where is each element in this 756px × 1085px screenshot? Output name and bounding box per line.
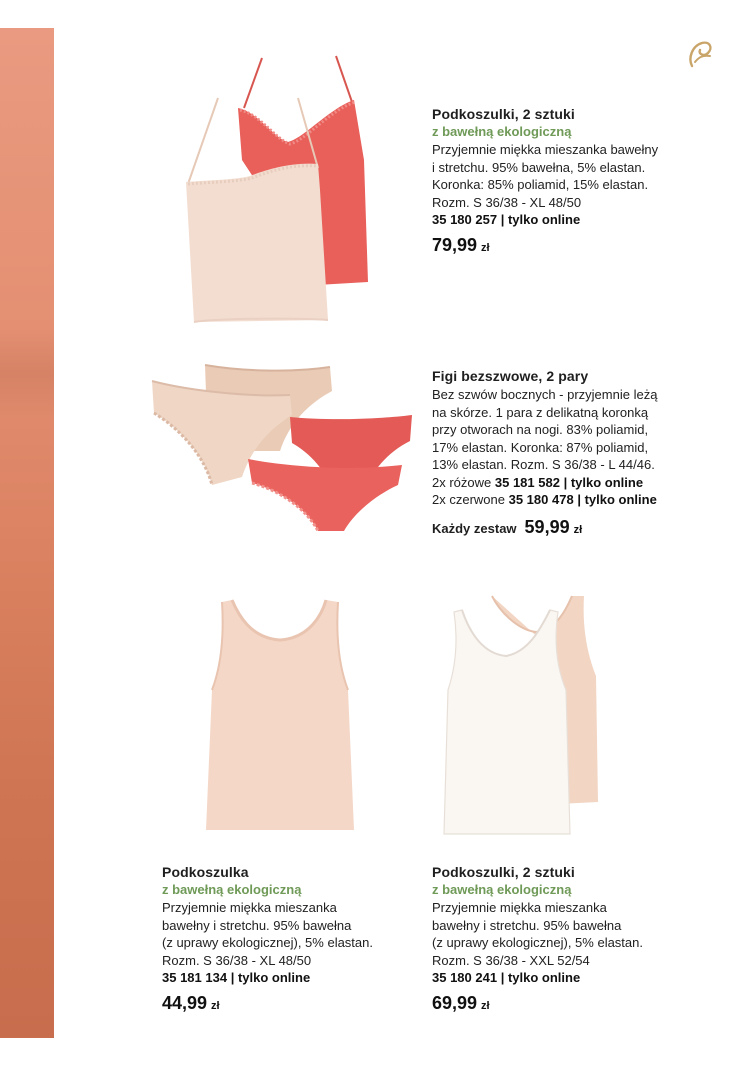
desc-line: 17% elastan. Koronka: 87% poliamid,	[432, 439, 649, 455]
availability: tylko online	[570, 474, 644, 490]
product-image-two-tank-tops	[440, 590, 610, 840]
product-code: 35 180 257	[432, 212, 498, 227]
desc-line: i stretchu. 95% bawełna, 5% elastan.	[432, 159, 646, 175]
product-info-camisoles	[432, 106, 732, 256]
product-title: Podkoszulka	[162, 864, 249, 880]
price: 69,99	[432, 992, 478, 1013]
price: 44,99	[162, 992, 208, 1013]
variant-pink: 2x różowe 35 181 582 | tylko online	[432, 474, 644, 490]
desc-line: 13% elastan. Rozm. S 36/38 - L 44/46.	[432, 457, 655, 472]
desc-line: na skórze. 1 para z delikatną koronką	[432, 404, 649, 420]
variant-red: 2x czerwone 35 180 478 | tylko online	[432, 492, 657, 507]
desc-line: bawełny i stretchu. 95% bawełna	[432, 917, 622, 933]
product-code-line: 35 180 241 | tylko online	[432, 970, 581, 985]
price-row	[432, 235, 732, 256]
product-info-two-tank-tops	[432, 864, 732, 1014]
price-row	[432, 517, 742, 538]
price-label: Każdy zestaw	[432, 520, 517, 536]
availability: tylko online	[507, 970, 581, 985]
variant-label: 2x czerwone	[432, 492, 505, 507]
product-info-briefs	[432, 368, 742, 538]
product-description	[432, 386, 742, 474]
product-title: Podkoszulki, 2 sztuki	[432, 864, 575, 880]
desc-line: Koronka: 85% poliamid, 15% elastan.	[432, 177, 649, 192]
product-description	[162, 899, 422, 969]
price: 79,99	[432, 234, 478, 255]
currency: zł	[573, 523, 583, 536]
tchibo-coffee-bean-icon	[686, 40, 714, 70]
coral-briefs-front	[248, 459, 402, 531]
decorative-side-strip	[0, 28, 54, 1038]
white-tank-top	[444, 610, 570, 834]
availability: tylko online	[507, 212, 581, 227]
desc-line: (z uprawy ekologicznej), 5% elastan.	[432, 935, 643, 950]
product-description	[432, 899, 732, 969]
variant-label: 2x różowe	[432, 474, 492, 490]
desc-line: Rozm. S 36/38 - XXL 52/54	[432, 952, 590, 968]
desc-line: Rozm. S 36/38 - XL 48/50	[162, 952, 312, 968]
product-title: Figi bezszwowe, 2 pary	[432, 368, 589, 384]
product-image-camisoles	[180, 50, 380, 335]
product-image-tank-top	[198, 594, 362, 834]
product-subtitle: z bawełną ekologiczną	[162, 882, 302, 897]
product-code-line: 35 181 134 | tylko online	[162, 970, 311, 985]
desc-line: Bez szwów bocznych - przyjemnie leżą	[432, 387, 658, 402]
desc-line: Przyjemnie miękka mieszanka bawełny	[432, 142, 659, 157]
product-description	[432, 141, 732, 211]
strip-shadow	[0, 328, 54, 418]
availability: tylko online	[237, 970, 311, 985]
desc-line: przy otworach na nogi. 83% poliamid,	[432, 422, 649, 437]
product-code: 35 180 241	[432, 970, 498, 985]
product-info-tank-top	[162, 864, 422, 1014]
product-subtitle: z bawełną ekologiczną	[432, 882, 572, 897]
currency: zł	[481, 241, 490, 254]
product-image-briefs	[140, 355, 415, 535]
desc-line: bawełny i stretchu. 95% bawełna	[162, 917, 352, 933]
product-code: 35 180 478	[508, 492, 574, 507]
availability: tylko online	[584, 492, 657, 507]
product-code: 35 181 134	[162, 970, 228, 985]
price-row	[432, 993, 732, 1014]
product-title: Podkoszulki, 2 sztuki	[432, 106, 575, 122]
desc-line: (z uprawy ekologicznej), 5% elastan.	[162, 935, 373, 950]
desc-line: Rozm. S 36/38 - XL 48/50	[432, 194, 582, 210]
product-subtitle: z bawełną ekologiczną	[432, 124, 572, 139]
currency: zł	[481, 999, 490, 1012]
product-code: 35 181 582	[494, 474, 560, 490]
currency: zł	[211, 999, 220, 1012]
desc-line: Przyjemnie miękka mieszanka	[432, 900, 607, 915]
desc-line: Przyjemnie miękka mieszanka	[162, 900, 337, 915]
price: 59,99	[524, 516, 570, 537]
price-row	[162, 993, 422, 1014]
product-code-line: 35 180 257 | tylko online	[432, 212, 581, 227]
